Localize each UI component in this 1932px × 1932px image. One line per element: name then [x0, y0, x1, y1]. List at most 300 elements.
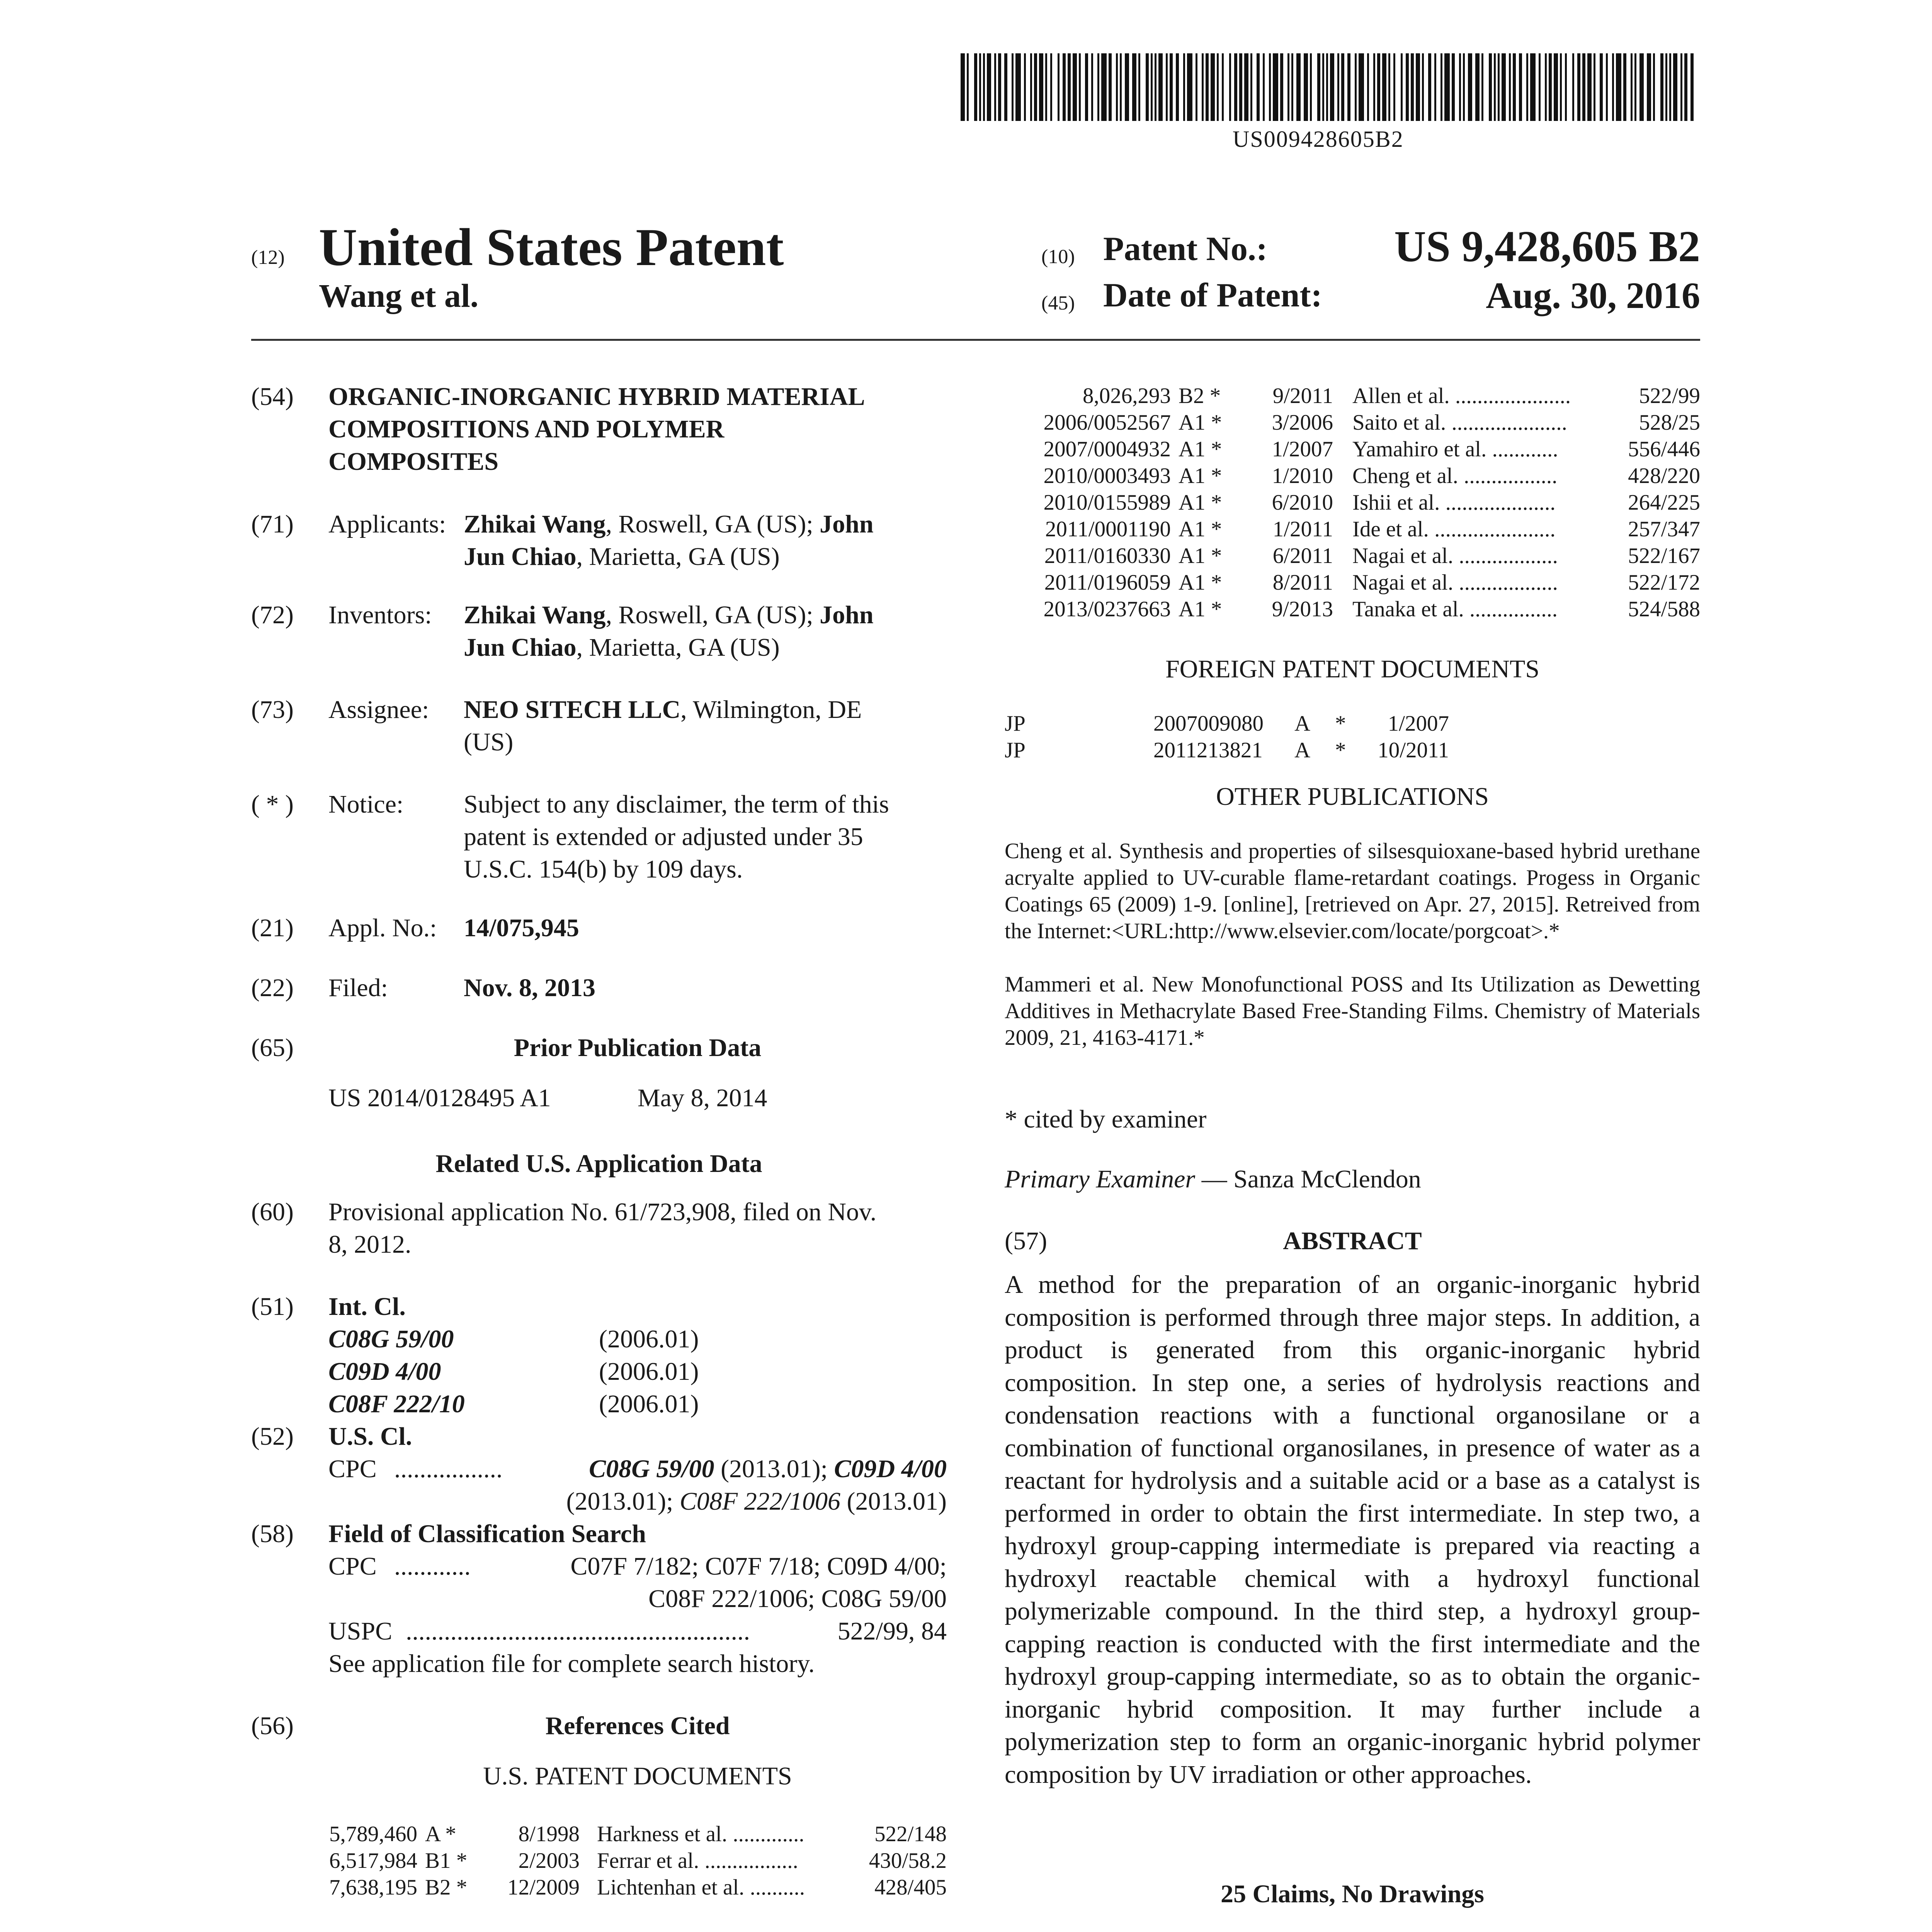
- us-ref-date: 9/2011: [1272, 384, 1333, 408]
- barcode-bar: [1085, 53, 1088, 121]
- field-cpc-dots: ............: [394, 1552, 471, 1580]
- us-ref-number: 2013/0237663: [1043, 597, 1171, 621]
- refs-code: (56): [251, 1712, 294, 1740]
- us-ref-name: [1352, 543, 1558, 569]
- filed-label: Filed:: [328, 974, 388, 1002]
- uscl-version-1: (2013.01);: [721, 1455, 828, 1483]
- us-ref-date: 1/2010: [1272, 464, 1333, 488]
- us-ref-class: 522/99: [1639, 384, 1700, 408]
- doc-code: (12): [251, 247, 285, 269]
- barcode-bar: [1572, 53, 1574, 121]
- us-ref-date: 9/2013: [1272, 597, 1333, 621]
- us-ref-dots: .....................: [1455, 384, 1571, 408]
- prior-publication-number: US 2014/0128495 A1: [328, 1084, 551, 1112]
- barcode-bar: [1401, 53, 1403, 121]
- barcode-bar: [1565, 53, 1567, 121]
- us-ref-date: 2/2003: [518, 1849, 580, 1873]
- uscl-cpc-label: CPC: [328, 1455, 377, 1483]
- foreign-date: 10/2011: [1378, 738, 1449, 762]
- patent-date: Aug. 30, 2016: [1486, 275, 1700, 316]
- uscl-class-3: C08F 222/1006: [679, 1487, 841, 1515]
- barcode-bar: [1519, 53, 1522, 121]
- claims-summary: 25 Claims, No Drawings: [1220, 1880, 1484, 1908]
- us-ref-name-text: Yamahiro et al.: [1352, 437, 1487, 461]
- barcode-bar: [1120, 53, 1122, 121]
- us-ref-dots: .............: [733, 1822, 804, 1846]
- foreign-country: JP: [1005, 738, 1026, 762]
- barcode-bar: [1101, 53, 1107, 121]
- inventor-1-location: , Roswell, GA (US);: [605, 601, 820, 629]
- prior-heading: Prior Publication Data: [514, 1034, 762, 1062]
- intcl-class: C08F 222/10: [328, 1390, 465, 1418]
- us-ref-class: 556/446: [1628, 437, 1700, 461]
- barcode-bar: [1132, 53, 1136, 121]
- barcode-bar: [1355, 53, 1357, 121]
- us-ref-name: [1352, 596, 1558, 622]
- barcode-bar: [1549, 53, 1552, 121]
- barcode-bar: [1388, 53, 1390, 121]
- barcode-bar: [1616, 53, 1621, 121]
- barcode-bar: [1039, 53, 1043, 121]
- uscl-class-1: C08G 59/00: [589, 1455, 714, 1483]
- us-ref-number: 2011/0001190: [1045, 517, 1171, 541]
- intcl-heading: Int. Cl.: [328, 1293, 406, 1321]
- us-ref-number: 6,517,984: [329, 1849, 417, 1873]
- intcl-class: C09D 4/00: [328, 1357, 441, 1386]
- barcode-bar: [1631, 53, 1633, 121]
- us-ref-date: 8/2011: [1272, 570, 1333, 595]
- notice-label: Notice:: [328, 790, 404, 818]
- barcode-bar: [1530, 53, 1536, 121]
- barcode-bar: [1050, 53, 1052, 121]
- us-ref-name: [1352, 489, 1556, 516]
- us-ref-class: 524/588: [1628, 597, 1700, 621]
- barcode-bar: [1151, 53, 1153, 121]
- barcode-bar: [1582, 53, 1585, 121]
- applicant-2-name-first: John: [820, 510, 874, 538]
- barcode-bar: [1577, 53, 1580, 121]
- us-ref-name: [1352, 383, 1571, 409]
- field-uspc-label: USPC: [328, 1617, 393, 1645]
- barcode-bar: [1287, 53, 1289, 121]
- barcode-bar: [1116, 53, 1118, 121]
- us-ref-class: 522/167: [1628, 544, 1700, 568]
- us-ref-name-text: Nagai et al.: [1352, 570, 1454, 595]
- barcode-bar: [1146, 53, 1149, 121]
- us-ref-kind: A *: [425, 1822, 456, 1846]
- barcode-bar: [1594, 53, 1595, 121]
- barcode-bar: [1452, 53, 1455, 121]
- barcode-bar: [1481, 53, 1483, 121]
- us-ref-name-text: Cheng et al.: [1352, 464, 1458, 488]
- us-ref-name-text: Nagai et al.: [1352, 544, 1454, 568]
- patent-no-code: (10): [1041, 246, 1075, 268]
- barcode-bar: [1269, 53, 1271, 121]
- barcode-bar: [1463, 53, 1465, 121]
- us-ref-kind: A1 *: [1179, 517, 1222, 541]
- barcode-bar: [1091, 53, 1093, 121]
- other-publication-2: Mammeri et al. New Monofunctional POSS and Its Utilization as Dewetting Additives in Methacrylate Based Free-Standing Films. Chemistry of Materials 2009, 21, 4163-4171.*: [1005, 972, 1700, 1050]
- barcode-bar: [1097, 53, 1099, 121]
- barcode-bar: [1459, 53, 1461, 121]
- barcode-bar: [1680, 53, 1682, 121]
- barcode-bar: [1653, 53, 1655, 121]
- uscl-code: (52): [251, 1422, 294, 1451]
- foreign-number: 2011213821: [1153, 738, 1263, 762]
- barcode-bar: [1494, 53, 1496, 121]
- barcode-bar: [1244, 53, 1248, 121]
- us-ref-dots: .....................: [1451, 410, 1567, 435]
- barcode-bar: [1030, 53, 1032, 121]
- barcode-bar: [1326, 53, 1328, 121]
- uscl-cpc-line-2: [506, 1485, 947, 1518]
- applicant-1-name: Zhikai Wang: [464, 510, 606, 538]
- barcode-bar: [1665, 53, 1667, 121]
- related-line-2: 8, 2012.: [328, 1230, 412, 1259]
- us-ref-date: 8/1998: [518, 1822, 580, 1846]
- barcode-bar: [1337, 53, 1339, 121]
- intcl-version: (2006.01): [599, 1325, 699, 1353]
- us-ref-number: 2007/0004932: [1043, 437, 1171, 461]
- barcode-bar: [1382, 53, 1386, 121]
- us-ref-class: 428/220: [1628, 464, 1700, 488]
- applicant-1-location: , Roswell, GA (US);: [605, 510, 820, 538]
- us-ref-kind: A1 *: [1179, 597, 1222, 621]
- inventors-code: (72): [251, 601, 294, 629]
- foreign-number: 2007009080: [1153, 711, 1264, 736]
- us-ref-dots: ................: [1469, 597, 1558, 621]
- barcode-bar: [1554, 53, 1558, 121]
- title-code: (54): [251, 383, 294, 411]
- barcode-bar: [1434, 53, 1436, 121]
- field-uspc-dots: ......................................................: [406, 1617, 750, 1645]
- barcode-bar: [987, 53, 991, 121]
- abstract-code: (57): [1005, 1227, 1047, 1255]
- title-line-3: COMPOSITES: [328, 447, 499, 476]
- us-ref-date: 12/2009: [507, 1875, 580, 1900]
- barcode-bar: [1393, 53, 1395, 121]
- uscl-version-2: (2013.01);: [566, 1487, 673, 1515]
- other-publication-1: Cheng et al. Synthesis and properties of silsesquioxane-based hybrid urethane acryalte applied to UV-curable flame-retardant coatings. Progess in Organic Coatings 65 (2009) 1-9. [online], [retrieved on Apr. 27, 2015]. Retreived from the Internet:<URL:http://www.elsevier.com/locate/porgcoat>.*: [1005, 839, 1700, 943]
- barcode-bar: [1475, 53, 1480, 121]
- us-ref-class: 522/148: [874, 1822, 947, 1846]
- barcode-bar: [1202, 53, 1204, 121]
- barcode-bar: [1211, 53, 1215, 121]
- abstract-heading: ABSTRACT: [1283, 1227, 1422, 1255]
- barcode-bar: [1669, 53, 1671, 121]
- barcode-bar: [1502, 53, 1506, 121]
- notice-line-2: patent is extended or adjusted under 35: [464, 823, 863, 851]
- barcode-bar: [983, 53, 985, 121]
- barcode-bar: [1045, 53, 1047, 121]
- us-ref-date: 6/2011: [1272, 544, 1333, 568]
- us-ref-name-text: Lichtenhan et al.: [597, 1875, 745, 1900]
- barcode-bar: [1015, 53, 1021, 121]
- header-rule: [251, 339, 1700, 341]
- barcode-bar: [1606, 53, 1608, 121]
- us-ref-number: 7,638,195: [329, 1875, 417, 1900]
- us-ref-dots: ............: [1492, 437, 1558, 461]
- barcode-bar: [1444, 53, 1450, 121]
- barcode-bar: [998, 53, 1001, 121]
- barcode-bar: [1639, 53, 1644, 121]
- notice-code: ( * ): [251, 790, 294, 818]
- barcode-bar: [1176, 53, 1179, 121]
- barcode-bar: [967, 53, 969, 121]
- field-heading: Field of Classification Search: [328, 1520, 646, 1548]
- assignee-code: (73): [251, 696, 294, 724]
- barcode-bar: [1155, 53, 1156, 121]
- barcode-bar: [1304, 53, 1308, 121]
- barcode-bar: [1280, 53, 1283, 121]
- barcode-bar: [1063, 53, 1066, 121]
- barcode-bar: [1600, 53, 1603, 121]
- title-line-1: ORGANIC-INORGANIC HYBRID MATERIAL: [328, 383, 865, 411]
- related-code: (60): [251, 1198, 294, 1226]
- barcode-bar: [1690, 53, 1694, 121]
- primary-examiner: [1005, 1163, 1421, 1196]
- us-ref-dots: .................: [704, 1849, 798, 1873]
- barcode-bar: [1239, 53, 1242, 121]
- field-uspc-value: 522/99, 84: [837, 1617, 947, 1645]
- field-cpc-line-1: C07F 7/182; C07F 7/18; C09D 4/00;: [570, 1552, 947, 1580]
- examiner-separator: —: [1195, 1165, 1234, 1193]
- examiner-label: Primary Examiner: [1005, 1165, 1196, 1193]
- us-ref-kind: A1 *: [1179, 544, 1222, 568]
- barcode-bar: [1411, 53, 1414, 121]
- us-ref-date: 3/2006: [1272, 410, 1333, 435]
- us-ref-class: 257/347: [1628, 517, 1700, 541]
- barcode-bar: [1138, 53, 1140, 121]
- us-ref-dots: ..................: [1459, 544, 1558, 568]
- applicant-2-location: , Marietta, GA (US): [576, 543, 780, 571]
- us-ref-number: 2011/0196059: [1044, 570, 1171, 595]
- barcode-bar: [1468, 53, 1472, 121]
- barcode-bar: [1263, 53, 1265, 121]
- inventors-line-1: [464, 599, 874, 631]
- us-ref-dots: ..................: [1459, 570, 1558, 595]
- inventor-short: Wang et al.: [319, 277, 479, 314]
- barcode-bar: [974, 53, 977, 121]
- barcode-bar: [1158, 53, 1163, 121]
- barcode-bar: [1560, 53, 1562, 121]
- applicants-label: Applicants:: [328, 510, 446, 538]
- barcode-bar: [1296, 53, 1301, 121]
- barcode-bar: [1222, 53, 1224, 121]
- us-ref-kind: A1 *: [1179, 490, 1222, 515]
- abstract-text: A method for the preparation of an organic-inorganic hybrid composition is performed through three major steps. In addition, a product is generated from this organic-inorganic hybrid composition. In step one, a series of hydrolysis reactions and condensation reactions with a functional organosilane or a combination of functional organosilanes, in presence of water as a reactant for hydrolysis and a suitable acid or a base as a catalyst is performed in order to obtain the first intermediate. In step two, a hydroxyl group-capping intermediate is prepared via reacting a hydroxyl reactable chemical with a hydroxyl functional polymerizable compound. In the third step, a hydroxyl group-capping reaction is conducted with the first intermediate and the hydroxyl group-capping intermediate, so as to obtain the organic-inorganic hybrid composition. It may further include a polymerization step to form an organic-inorganic hybrid polymer composition by UV irradiation or other approaches.: [1005, 1270, 1700, 1789]
- barcode: [958, 53, 1700, 121]
- us-ref-class: 522/172: [1628, 570, 1700, 595]
- intcl-version: (2006.01): [599, 1357, 699, 1386]
- barcode-bar: [979, 53, 981, 121]
- appl-number: 14/075,945: [464, 914, 579, 942]
- other-publications-heading: OTHER PUBLICATIONS: [1216, 782, 1489, 811]
- barcode-bar: [1322, 53, 1324, 121]
- us-ref-name: [1352, 463, 1557, 489]
- barcode-bar: [1377, 53, 1380, 121]
- us-ref-number: 8,026,293: [1083, 384, 1171, 408]
- date-label: Date of Patent:: [1103, 277, 1322, 314]
- barcode-bar: [1406, 53, 1409, 121]
- barcode-bar: [1660, 53, 1663, 121]
- us-ref-kind: A1 *: [1179, 437, 1222, 461]
- us-ref-kind: A1 *: [1179, 464, 1222, 488]
- inventors-line-2: [464, 631, 780, 664]
- prior-code: (65): [251, 1034, 294, 1062]
- barcode-number: US009428605B2: [1233, 126, 1404, 152]
- related-line-1: Provisional application No. 61/723,908, filed on Nov.: [328, 1198, 877, 1226]
- assignee-location: , Wilmington, DE: [680, 696, 862, 724]
- barcode-bar: [1034, 53, 1037, 121]
- barcode-bar: [1612, 53, 1614, 121]
- us-ref-number: 2011/0160330: [1044, 544, 1171, 568]
- refs-heading: References Cited: [545, 1712, 730, 1740]
- us-ref-number: 2010/0003493: [1043, 464, 1171, 488]
- us-ref-number: 2006/0052567: [1043, 410, 1171, 435]
- title-line-2: COMPOSITIONS AND POLYMER: [328, 415, 724, 443]
- barcode-bar: [1347, 53, 1350, 121]
- us-ref-name-text: Ishii et al.: [1352, 490, 1440, 515]
- barcode-bar: [1684, 53, 1687, 121]
- barcode-bar: [1498, 53, 1500, 121]
- field-code: (58): [251, 1520, 294, 1548]
- us-ref-name-text: Saito et al.: [1352, 410, 1446, 435]
- barcode-bar: [1367, 53, 1369, 121]
- us-ref-kind: B2 *: [425, 1875, 468, 1900]
- assignee-line-1: [464, 694, 862, 726]
- us-ref-name: [597, 1821, 804, 1847]
- us-ref-dots: ..........: [750, 1875, 805, 1900]
- us-ref-name: [1352, 436, 1558, 463]
- barcode-bar: [1125, 53, 1129, 121]
- barcode-bar: [1234, 53, 1237, 121]
- inventor-2-name-first: John: [820, 601, 874, 629]
- barcode-bar: [1257, 53, 1260, 121]
- barcode-bar: [1489, 53, 1492, 121]
- barcode-bar: [1012, 53, 1014, 121]
- barcode-bar: [1422, 53, 1424, 121]
- intcl-version: (2006.01): [599, 1390, 699, 1418]
- us-ref-name-text: Ferrar et al.: [597, 1849, 699, 1873]
- inventor-1-name: Zhikai Wang: [464, 601, 606, 629]
- us-ref-dots: ....................: [1445, 490, 1556, 515]
- barcode-bar: [1109, 53, 1112, 121]
- barcode-bar: [994, 53, 996, 121]
- us-ref-name: [1352, 569, 1558, 596]
- us-ref-name: [597, 1847, 798, 1874]
- barcode-bar: [1273, 53, 1278, 121]
- barcode-bar: [1024, 53, 1026, 121]
- barcode-bar: [1196, 53, 1197, 121]
- appl-code: (21): [251, 914, 294, 942]
- cited-by-examiner-note: * cited by examiner: [1005, 1105, 1207, 1133]
- notice-line-1: Subject to any disclaimer, the term of this: [464, 790, 889, 818]
- uscl-heading: U.S. Cl.: [328, 1422, 412, 1451]
- intcl-class: C08G 59/00: [328, 1325, 454, 1353]
- refs-subheading: U.S. PATENT DOCUMENTS: [483, 1762, 792, 1790]
- uscl-cpc-dots: .................: [394, 1455, 503, 1483]
- us-ref-name: [1352, 516, 1556, 543]
- us-ref-dots: .................: [1464, 464, 1558, 488]
- us-ref-kind: A1 *: [1179, 410, 1222, 435]
- foreign-date: 1/2007: [1388, 711, 1449, 736]
- us-ref-class: 264/225: [1628, 490, 1700, 515]
- assignee-line-2: (US): [464, 728, 514, 756]
- barcode-bar: [1229, 53, 1231, 121]
- inventors-label: Inventors:: [328, 601, 432, 629]
- barcode-bar: [1166, 53, 1168, 121]
- us-ref-dots: ......................: [1434, 517, 1556, 541]
- assignee-label: Assignee:: [328, 696, 429, 724]
- barcode-bar: [1623, 53, 1626, 121]
- us-ref-kind: B2 *: [1179, 384, 1221, 408]
- applicant-2-name-last: Jun Chiao: [464, 543, 577, 571]
- foreign-star: *: [1335, 738, 1346, 762]
- barcode-bar: [1416, 53, 1420, 121]
- applicants-code: (71): [251, 510, 294, 538]
- uscl-cpc-line-1: [529, 1453, 947, 1485]
- barcode-bar: [1310, 53, 1312, 121]
- foreign-kind: A: [1294, 711, 1311, 736]
- barcode-bar: [1634, 53, 1636, 121]
- barcode-bar: [1673, 53, 1677, 121]
- us-ref-name-text: Ide et al.: [1352, 517, 1429, 541]
- barcode-bar: [1317, 53, 1320, 121]
- foreign-star: *: [1335, 711, 1346, 736]
- uscl-class-2: C09D 4/00: [834, 1455, 947, 1483]
- us-ref-kind: B1 *: [425, 1849, 468, 1873]
- barcode-bar: [1587, 53, 1592, 121]
- barcode-bar: [1073, 53, 1077, 121]
- barcode-bar: [1187, 53, 1192, 121]
- barcode-bar: [1291, 53, 1293, 121]
- us-ref-date: 1/2011: [1272, 517, 1333, 541]
- foreign-kind: A: [1294, 738, 1311, 762]
- barcode-bar: [1359, 53, 1364, 121]
- barcode-bar: [1545, 53, 1547, 121]
- prior-publication-date: May 8, 2014: [638, 1084, 767, 1112]
- related-heading: Related U.S. Application Data: [435, 1150, 762, 1178]
- filed-code: (22): [251, 974, 294, 1002]
- barcode-bar: [1341, 53, 1344, 121]
- us-ref-name: [1352, 409, 1567, 436]
- patent-number: US 9,428,605 B2: [1394, 222, 1700, 271]
- foreign-country: JP: [1005, 711, 1026, 736]
- barcode-bar: [1647, 53, 1651, 121]
- barcode-bar: [1183, 53, 1185, 121]
- barcode-bar: [1206, 53, 1209, 121]
- notice-line-3: U.S.C. 154(b) by 109 days.: [464, 855, 743, 883]
- patent-no-label: Patent No.:: [1103, 230, 1268, 268]
- us-ref-name: [597, 1874, 805, 1901]
- us-ref-number: 2010/0155989: [1043, 490, 1171, 515]
- inventor-2-name-last: Jun Chiao: [464, 633, 577, 662]
- us-ref-name-text: Tanaka et al.: [1352, 597, 1464, 621]
- barcode-bar: [1428, 53, 1431, 121]
- inventor-2-location: , Marietta, GA (US): [576, 633, 780, 662]
- barcode-bar: [1330, 53, 1334, 121]
- assignee-name: NEO SITECH LLC: [464, 696, 681, 724]
- us-ref-class: 428/405: [874, 1875, 947, 1900]
- barcode-bar: [1079, 53, 1081, 121]
- foreign-heading: FOREIGN PATENT DOCUMENTS: [1165, 655, 1540, 683]
- appl-label: Appl. No.:: [328, 914, 437, 942]
- barcode-bar: [1539, 53, 1541, 121]
- us-ref-name-text: Harkness et al.: [597, 1822, 728, 1846]
- intcl-code: (51): [251, 1293, 294, 1321]
- us-ref-date: 1/2007: [1272, 437, 1333, 461]
